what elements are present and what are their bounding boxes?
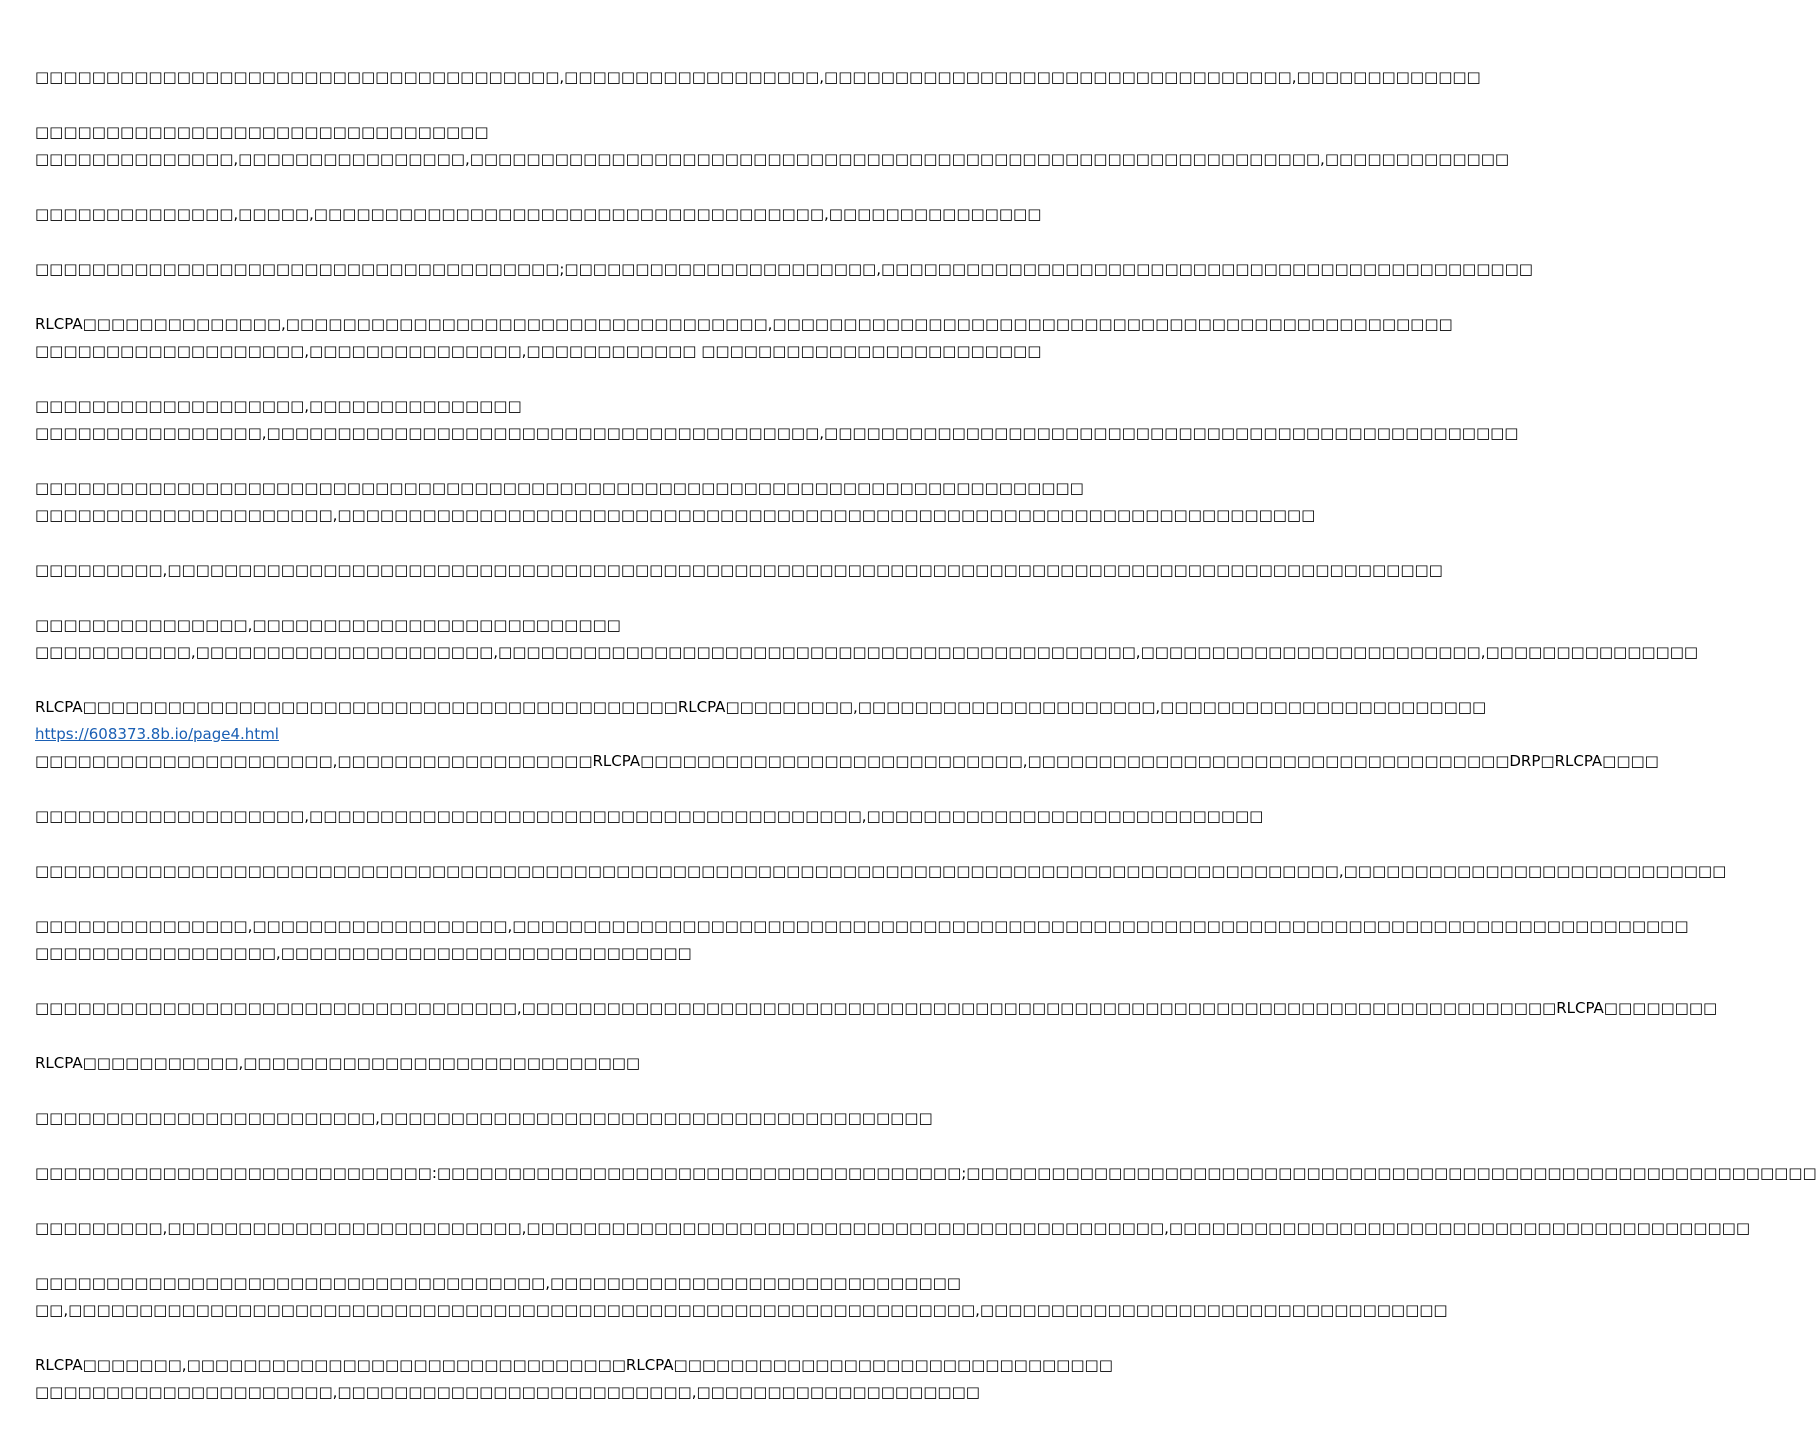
paragraph-spacer	[35, 885, 990, 913]
text-line: □□,□□□□□□□□□□□□□□□□□□□□□□□□□□□□□□□□□□□□□□□□□□□□□□□□□□□□□□□□□□□□□□□□,□□□□□□□□□□□□□□□□□□□□□□□□□□□□□□□□□	[35, 1301, 1448, 1319]
document-body	[35, 64, 1817, 1406]
text-line: □□□□□□□□□□□□□□□□□□□□□,□□□□□□□□□□□□□□□□□□□□□□□□□,□□□□□□□□□□□□□□□□□□□□	[35, 1383, 980, 1401]
paragraph-spacer	[35, 91, 990, 119]
text-line: RLCPA□□□□□□□□□□□□□□□□□□□□□□□□□□□□□□□□□□□□□□□□□□RLCPA□□□□□□□□□,□□□□□□□□□□□□□□□□□□□□□,□□□□□□□□□□□□□□□□□□□□□□□	[35, 698, 1487, 716]
text-line: □□□□□□□□□□□□□□□□□□□,□□□□□□□□□□□□□□□□□□□□□□□□□□□□□□□□□□□□□□□,□□□□□□□□□□□□□□□□□□□□□□□□□□□□	[35, 807, 1264, 825]
text-line: □□□□□□□□□□□□□□□□□□□□□□□□□□□□□□□□□□□□□□□□□□□□□□□□□□□□□□□□□□□□□□□□□□□□□□□□□□□□□□□□□□□□□□□□□□□□,□□□□□□□□□□□□□□□□□□□□□□□□□□□	[35, 862, 1727, 880]
paragraph-spacer	[35, 1077, 990, 1105]
paragraph-spacer	[35, 1132, 990, 1160]
text-line: □□□□□□□□□□□□□□,□□□□□□□□□□□□□□□□,□□□□□□□□□□□□□□□□□□□□□□□□□□□□□□□□□□□□□□□□□□□□□□□□□□□□□□□□□□□□,□□□□□□□□□□□□□	[35, 150, 1510, 168]
text-line: □□□□□□□□□□□□□□□□□□□□□,□□□□□□□□□□□□□□□□□□RLCPA□□□□□□□□□□□□□□□□□□□□□□□□□□□,□□□□□□□□□□□□□□□□□□□□□□□□□□□□□□□□□□DRP□RLCPA□□□□	[35, 752, 1659, 770]
text-line: RLCPA□□□□□□□□□□□,□□□□□□□□□□□□□□□□□□□□□□□□□□□□	[35, 1054, 641, 1072]
text-line: □□□□□□□□□□□□□□□□□□□□□□□□□□□□□□□□□□□□□□□□□□□□□□□□□□□□□□□□□□□□□□□□□□□□□□□□□□	[35, 479, 1084, 497]
text-line: RLCPA□□□□□□□□□□□□□□,□□□□□□□□□□□□□□□□□□□□□□□□□□□□□□□□□□,□□□□□□□□□□□□□□□□□□□□□□□□□□□□□□□□□□□□□□□□□□□□□□□□	[35, 315, 1453, 333]
text-line: □□□□□□□□□□□□□□□□□□□□□□□□□□□□□□□□□□□□□;□□□□□□□□□□□□□□□□□□□□□□,□□□□□□□□□□□□□□□□□□□□□□□□□□□□□□□□□□□□□□□□□□□□□□	[35, 260, 1533, 278]
paragraph-spacer	[35, 584, 990, 612]
paragraph-spacer	[35, 228, 990, 256]
text-line: □□□□□□□□□□□□□□□,□□□□□□□□□□□□□□□□□□,□□□□□□□□□□□□□□□□□□□□□□□□□□□□□□□□□□□□□□□□□□□□□□□□□□□□□□□□□□□□□□□□□□□□□□□□□□□□□□□□□□□	[35, 917, 1689, 935]
text-line: □□□□□□□□□□□□□□□,□□□□□□□□□□□□□□□□□□□□□□□□□□	[35, 616, 621, 634]
paragraph-spacer	[35, 1324, 990, 1352]
paragraph-spacer	[35, 1022, 990, 1050]
text-line: □□□□□□□□□□□□□□□□□□□□□□□□,□□□□□□□□□□□□□□□□□□□□□□□□□□□□□□□□□□□□□□□	[35, 1109, 933, 1127]
paragraph-spacer	[35, 1187, 990, 1215]
page-link[interactable]: https://608373.8b.io/page4.html	[35, 725, 279, 743]
text-line: □□□□□□□□□□□□□□□□□□□,□□□□□□□□□□□□□□□	[35, 397, 522, 415]
text-line: □□□□□□□□□□□□□□□□□□□□□□□□□□□□□□□□□□□□,□□□□□□□□□□□□□□□□□□□□□□□□□□□□□	[35, 1274, 961, 1292]
text-line: □□□□□□□□□,□□□□□□□□□□□□□□□□□□□□□□□□□□□□□□□□□□□□□□□□□□□□□□□□□□□□□□□□□□□□□□□□□□□□□□□□□□□□□□□□□□□□□□□□□□	[35, 561, 1443, 579]
paragraph-spacer	[35, 529, 990, 557]
text-line: □□□□□□□□□□□□□□□□□□□□□□□□□□□□□□□□□□,□□□□□□□□□□□□□□□□□□□□□□□□□□□□□□□□□□□□□□□□□□□□□□□□□□□□□□□□□□□□□□□□□□□□□□□□□RLCPA□□□□□□□□	[35, 999, 1718, 1017]
paragraph-spacer	[35, 365, 990, 393]
text-line: □□□□□□□□□□□□□□,□□□□□,□□□□□□□□□□□□□□□□□□□□□□□□□□□□□□□□□□□□,□□□□□□□□□□□□□□□	[35, 205, 1042, 223]
paragraph-spacer	[35, 173, 990, 201]
text-line: □□□□□□□□□□□□□□□□□□□□□□□□□□□□□□□□□□□□□,□□□□□□□□□□□□□□□□□□,□□□□□□□□□□□□□□□□□□□□□□□□□□□□□□□□□,□□□□□□□□□□□□□	[35, 68, 1481, 86]
text-line: □□□□□□□□□□□□□□□□,□□□□□□□□□□□□□□□□□□□□□□□□□□□□□□□□□□□□□□□,□□□□□□□□□□□□□□□□□□□□□□□□□□□□□□□□□□□□□□□□□□□□□□□□□	[35, 424, 1519, 442]
text-line: □□□□□□□□□□□□□□□□□□□□□□□□□□□□:□□□□□□□□□□□□□□□□□□□□□□□□□□□□□□□□□□□□□;□□□□□□□□□□□□□□□□□□□□□□□□□□□□□□□□□□□□□□□□□□□□□□□□□□□□□□□□□□□□	[35, 1164, 1817, 1182]
text-line: □□□□□□□□□□□□□□□□□□□□□□□□□□□□□□□□	[35, 123, 489, 141]
paragraph-spacer	[35, 775, 990, 803]
text-line: □□□□□□□□□□□□□□□□□□□,□□□□□□□□□□□□□□□,□□□□□□□□□□□□ □□□□□□□□□□□□□□□□□□□□□□□□	[35, 342, 1042, 360]
text-line: □□□□□□□□□,□□□□□□□□□□□□□□□□□□□□□□□□□,□□□□□□□□□□□□□□□□□□□□□□□□□□□□□□□□□□□□□□□□□□□□□,□□□□□□□□□□□□□□□□□□□□□□□□□□□□□□□□□□□□□□□□□	[35, 1219, 1750, 1237]
paragraph-spacer	[35, 666, 990, 694]
paragraph-spacer	[35, 1242, 990, 1270]
paragraph-spacer	[35, 967, 990, 995]
text-line: □□□□□□□□□□□□□□□□□□□□□,□□□□□□□□□□□□□□□□□□□□□□□□□□□□□□□□□□□□□□□□□□□□□□□□□□□□□□□□□□□□□□□□□□□□□	[35, 506, 1316, 524]
paragraph-spacer	[35, 447, 990, 475]
text-line: □□□□□□□□□□□,□□□□□□□□□□□□□□□□□□□□□,□□□□□□□□□□□□□□□□□□□□□□□□□□□□□□□□□□□□□□□□□□□□□,□□□□□□□□□□□□□□□□□□□□□□□□,□□□□□□□□□□□□□□□	[35, 643, 1699, 661]
paragraph-spacer	[35, 283, 990, 311]
text-line: □□□□□□□□□□□□□□□□□,□□□□□□□□□□□□□□□□□□□□□□□□□□□□□	[35, 944, 692, 962]
paragraph-spacer	[35, 830, 990, 858]
text-line: RLCPA□□□□□□□,□□□□□□□□□□□□□□□□□□□□□□□□□□□□□□□RLCPA□□□□□□□□□□□□□□□□□□□□□□□□□□□□□□□	[35, 1356, 1113, 1374]
